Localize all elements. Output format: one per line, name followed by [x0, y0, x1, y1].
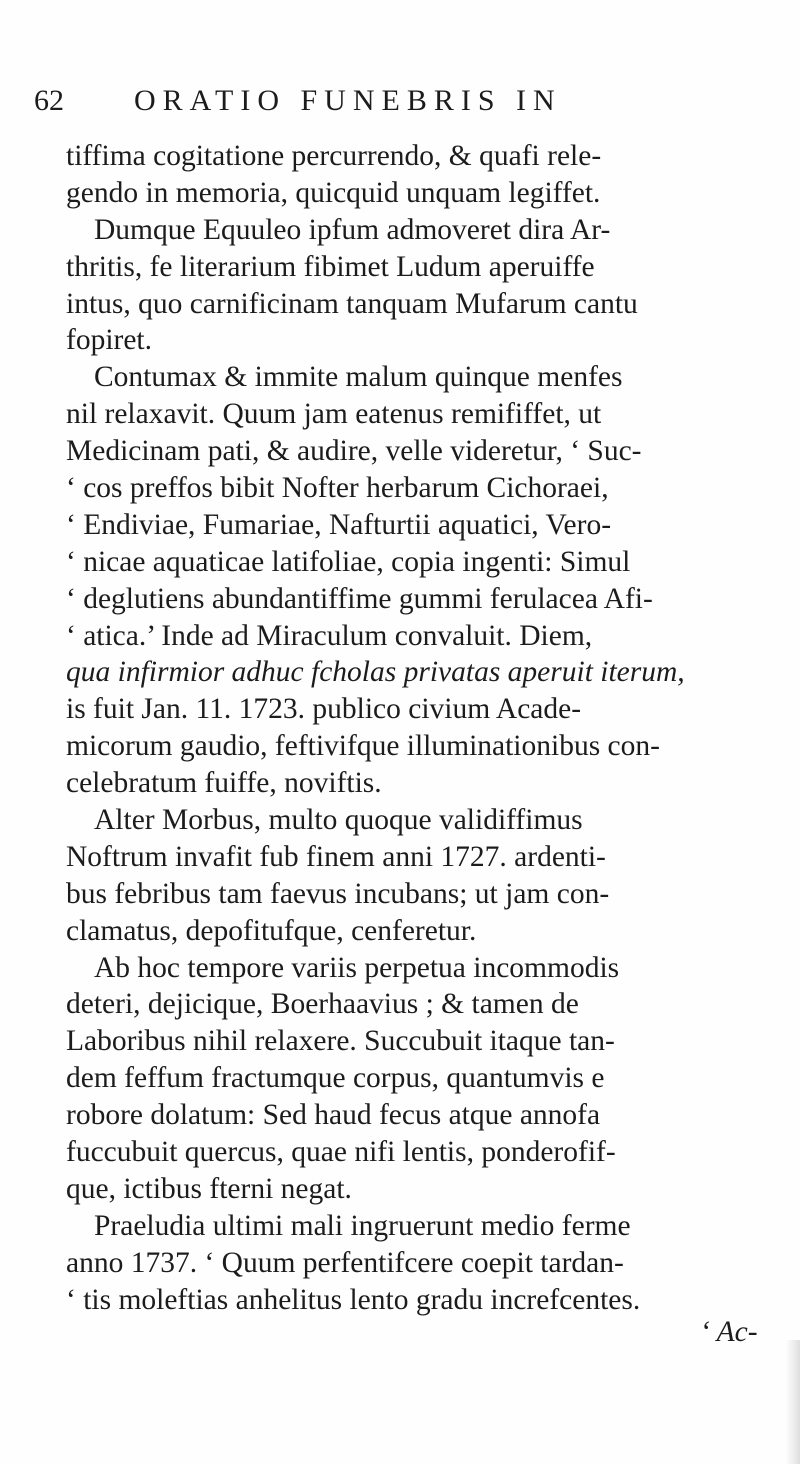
text-line: ‘ deglutiens abundantiffime gummi ferulacea Afi- — [66, 582, 653, 615]
text-line: micorum gaudio, feftivifque illuminationibus con- — [66, 730, 660, 763]
text-line: ‘ tis moleftias anhelitus lento gradu increfcentes. — [66, 1283, 641, 1316]
text-line: Noftrum invafit fub finem anni 1727. ardenti- — [66, 840, 606, 873]
page-number: 62 — [34, 84, 64, 117]
text-line: intus, quo carnificinam tanquam Mufarum cantu — [66, 287, 638, 320]
text-line: ‘ Endiviae, Fumariae, Nafturtii aquatici, Vero- — [66, 508, 612, 541]
text-line: tiffima cogitatione percurrendo, & quafi rele- — [66, 140, 602, 172]
text-line: is fuit Jan. 11. 1723. publico civium Acade- — [66, 693, 582, 726]
text-line: fuccubuit quercus, quae nifi lentis, ponderofif- — [66, 1136, 616, 1169]
text-line: Praeludia ultimi mali ingruerunt medio ferme — [94, 1209, 631, 1242]
text-line: fopiret. — [66, 324, 153, 357]
text-line: ‘ nicae aquaticae latifoliae, copia ingenti: Simul — [66, 545, 631, 578]
text-line: Dumque Equuleo ipfum admoveret dira Ar- — [94, 213, 611, 246]
text-line: ‘ cos preffos bibit Nofter herbarum Cichoraei, — [66, 472, 609, 505]
text-line: que, ictibus fterni negat. — [66, 1172, 352, 1205]
text-line: nil relaxavit. Quum jam eatenus remififfet, ut — [66, 398, 602, 431]
text-line: anno 1737. ‘ Quum perfentifcere coepit tardan- — [66, 1246, 624, 1279]
text-line: celebratum fuiffe, noviftis. — [66, 767, 382, 800]
running-head-title: ORATIO FUNEBRIS IN — [134, 84, 562, 117]
text-line: clamatus, depofitufque, cenferetur. — [66, 914, 477, 947]
text-line: robore dolatum: Sed haud fecus atque annofa — [66, 1099, 601, 1132]
text-line: deteri, dejicique, Boerhaavius ; & tamen de — [66, 988, 579, 1021]
text-line: ‘ atica.’ Inde ad Miraculum convaluit. Diem, — [66, 619, 593, 652]
catchword: ‘ Ac- — [700, 1316, 758, 1348]
text-line: Ab hoc tempore variis perpetua incommodis — [94, 951, 620, 984]
page-edge-shadow — [786, 1340, 800, 1464]
running-head — [34, 84, 764, 128]
body-text — [66, 138, 762, 1319]
text-line: Medicinam pati, & audire, velle videretur, ‘ Suc- — [66, 435, 642, 468]
text-line: Contumax & immite malum quinque menfes — [94, 361, 623, 394]
text-line: Laboribus nihil relaxere. Succubuit itaque tan- — [66, 1025, 615, 1058]
text-line: bus febribus tam faevus incubans; ut jam con- — [66, 877, 610, 910]
text-line: gendo in memoria, quicquid unquam legiffet. — [66, 176, 601, 209]
text-line: Alter Morbus, multo quoque validiffimus — [94, 804, 583, 837]
text-line: thritis, fe literarium fibimet Ludum aperuiffe — [66, 250, 595, 283]
text-line: dem feffum fractumque corpus, quantumvis e — [66, 1062, 605, 1095]
text-line: qua infirmior adhuc fcholas privatas aperuit iterum, — [66, 656, 685, 689]
